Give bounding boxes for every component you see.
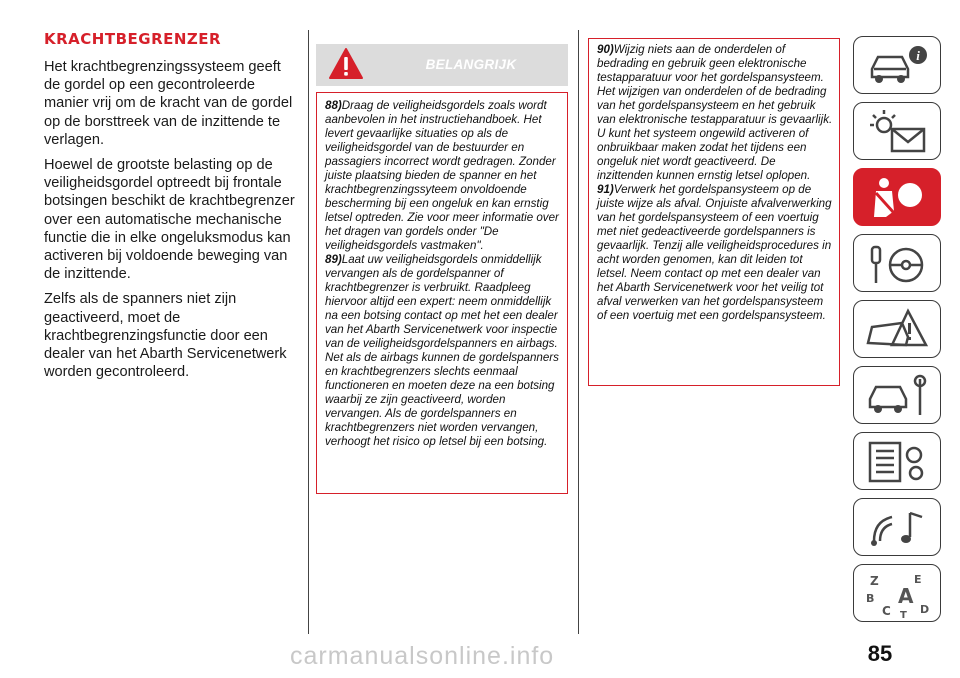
chapter-tabs [853,36,941,630]
note-number: 90) [597,43,614,56]
warning-title: BELANGRIJK [425,57,517,72]
warning-note-88 [325,99,561,253]
column-divider-1 [308,30,309,634]
car-service-icon [862,371,934,421]
note-text: Draag de veiligheidsgordels zoals wordt aanbevolen in het instructiehandboek. Het levert gevaarlijke situaties op als de veiligheidsgordel van de bestuurder en passagiers incorrect wordt gedragen. Zonder juiste plaatsing bieden de spanner en het krachtbegrenzingssyteem onvoldoende bescherming bij een ongeluk en kan ernstig letsel optreden. Zie voor meer informatie over het dragen van gordels onder "De veiligheidsgordels vastmaken". [325,99,559,252]
tab-technical-data[interactable] [853,432,941,490]
note-number: 91) [597,183,614,196]
warning-lights-icon [862,107,934,157]
index-letter-e: E [914,573,922,586]
tab-car-info[interactable] [853,36,941,94]
column-divider-2 [578,30,579,634]
seatbelt-airbag-icon [862,173,934,223]
svg-text:i: i [916,48,920,63]
tab-emergency[interactable] [853,300,941,358]
watermark-text: carmanualsonline.info [290,642,555,670]
note-number: 89) [325,253,342,266]
index-letter-c: C [882,604,891,618]
note-number: 88) [325,99,342,112]
tab-key-steering[interactable] [853,234,941,292]
tab-seatbelt-airbag[interactable] [853,168,941,226]
warning-header [316,44,568,86]
index-letter-a: A [898,584,914,608]
car-info-icon [862,41,934,91]
car-accident-icon [862,305,934,355]
body-paragraph-2: Hoewel de grootste belasting op de veiligheidsgordel optreedt bij frontale botsingen beschikt de krachtbegrenzer over een automatische mechanische functie die in elke ongeluksmodus kan activeren bij voldoende beweging van de inzittende. [44,157,295,283]
warning-triangle-icon [328,47,364,81]
warning-note-90 [597,43,833,183]
main-text-column [44,30,300,388]
tab-service[interactable] [853,366,941,424]
section-heading: KRACHTBEGRENZER [44,30,222,48]
note-text: Verwerk het gordelspansysteem op de juiste wijze als afval. Onjuiste afvalverwerking van het gordelspansysteem of een voertuig met niet gedeactiveerde gordelspanners is gevaarlijk. Tenzij alle veiligheidsprocedures in acht worden genomen, kan dit leiden tot letsel. Neem contact op met een dealer van het Abarth Servicenetwerk voor het veilig tot afval verwerken van het gordelspansysteem of een voertuig met een gordelspansysteem. [597,183,832,322]
multimedia-icon [862,503,934,553]
alphabetical-index-icon [862,569,934,619]
warning-box-right [588,38,840,386]
index-letter-d: D [920,603,930,616]
note-text: Laat uw veiligheidsgordels onmiddellijk vervangen als de gordelspanner of krachtbegrenzer is verbruikt. Raadpleeg hiervoor altijd een expert: neem onmiddellijk na een botsing contact op met het een dealer van het Abarth Servicenetwerk voor inspectie van de veiligheidsgordelspanners en airbags. Net als de airbags kunnen de gordelspanners en krachtbegrenzers slechts eenmaal functioneren en moeten deze na een botsing waarbij ze zijn geactiveerd, worden vervangen. Als de gordelspanners en krachtbegrenzers niet worden vervangen, verhoogt het risico op letsel bij een botsing. [325,253,559,448]
tab-warning-lights[interactable] [853,102,941,160]
page-number: 85 [867,641,893,666]
tab-multimedia[interactable] [853,498,941,556]
index-letter-z: Z [870,574,879,588]
note-text: Wijzig niets aan de onderdelen of bedrading en gebruik geen elektronische testapparatuur voor het gordelspansysteem. Het wijzigen van onderdelen of de bedrading van het gordelspansysteem en het gebruik van elektronische testapparatuur is gevaarlijk. U kunt het systeem ongewild activeren of onbruikbaar maken zodat het tijdens een ongeluk niet wordt geactiveerd. De inzittenden kunnen ernstig letsel oplopen. [597,43,833,182]
body-paragraph-3: Zelfs als de spanners niet zijn geactiveerd, moet de krachtbegrenzingsfunctie door een dealer van het Abarth Servicenetwerk worden gecontroleerd. [44,291,287,381]
technical-data-icon [862,437,934,487]
warning-box-left [316,92,568,494]
tab-index[interactable] [853,564,941,622]
key-steering-wheel-icon [862,239,934,289]
index-letter-t: T [900,610,907,619]
warning-note-91 [597,183,833,323]
warning-note-89 [325,253,561,449]
body-paragraph-1: Het krachtbegrenzingssysteem geeft de gordel op een gecontroleerde manier vrij om de kracht van de gordel op de borsttreek van de inzittende te verlagen. [44,59,293,148]
index-letter-b: B [866,592,875,605]
